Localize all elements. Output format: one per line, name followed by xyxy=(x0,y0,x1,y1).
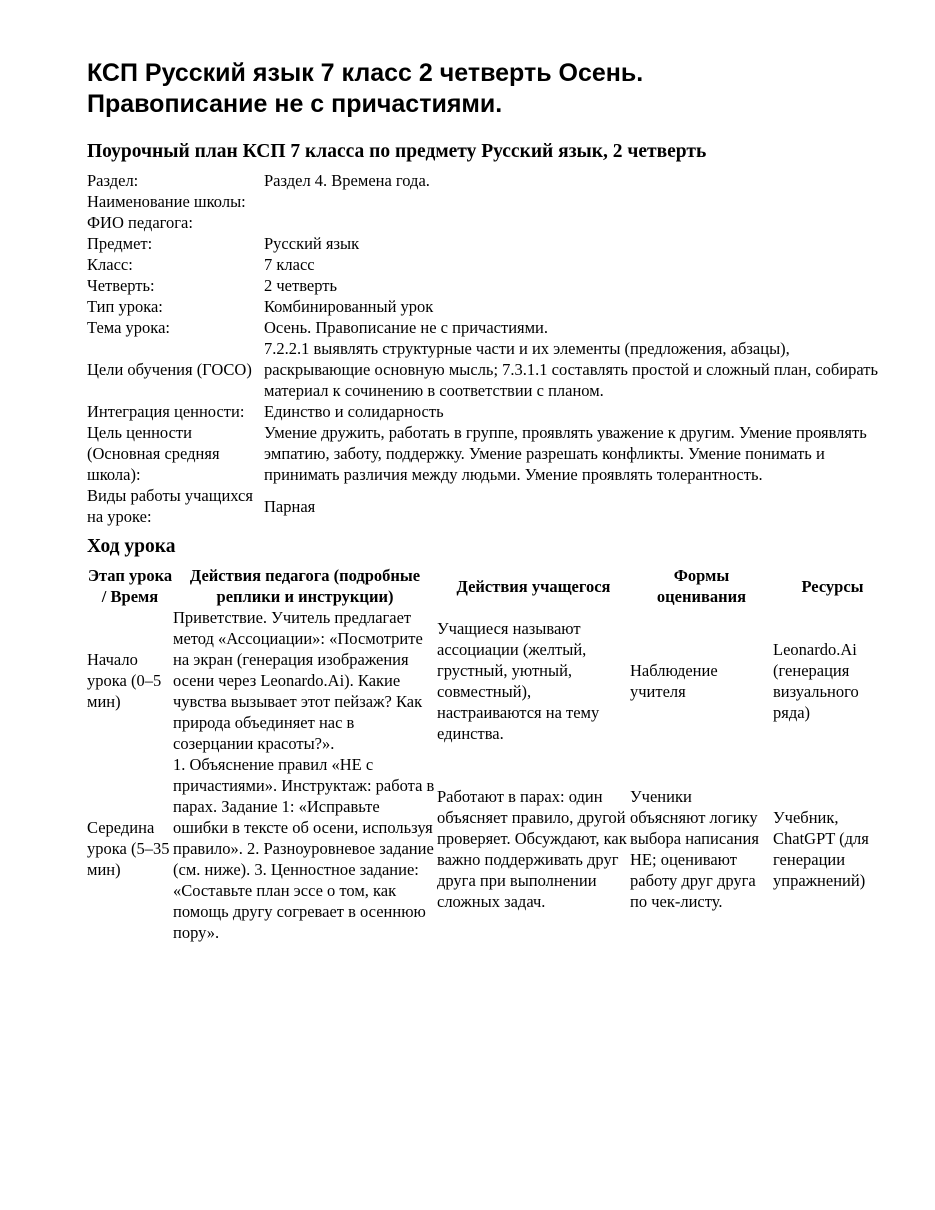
info-row xyxy=(87,317,892,338)
info-value: Единство и солидарность xyxy=(264,402,444,421)
info-row xyxy=(87,233,892,254)
info-label: Наименование школы: xyxy=(87,192,246,211)
info-label: Интеграция ценности: xyxy=(87,402,245,421)
stage-cell: Середина урока (5–35 мин) xyxy=(87,818,170,879)
lesson-flow-heading: Ход урока xyxy=(87,536,176,557)
info-label: ФИО педагога: xyxy=(87,213,193,232)
column-header-stage: Этап урока / Время xyxy=(87,566,173,606)
student-actions-cell: Учащиеся называют ассоциации (желтый, грустный, уютный, совместный), настраиваются на тему единства. xyxy=(437,618,600,743)
info-value: 7.2.2.1 выявлять структурные части и их элементы (предложения, абзацы), раскрывающие основную мысль; 7.3.1.1 составлять простой и сложный план, собирать материал к сочинению в соответствии с планом. xyxy=(264,339,878,400)
assessment-cell: Наблюдение учителя xyxy=(630,660,718,701)
info-row xyxy=(87,275,892,296)
assessment-cell: Ученики объясняют логику выбора написания НЕ; оценивают работу друг друга по чек-листу. xyxy=(630,786,759,911)
info-value: Парная xyxy=(264,496,316,516)
info-row xyxy=(87,254,892,275)
stage-cell: Начало урока (0–5 мин) xyxy=(87,650,162,711)
info-label: Виды работы учащихся на уроке: xyxy=(87,486,253,526)
info-value: Комбинированный урок xyxy=(264,297,434,316)
document-title-line-2: Правописание не с причастиями. xyxy=(87,90,503,118)
info-label: Цели обучения (ГОСО) xyxy=(87,360,252,379)
column-header-student: Действия учащегося xyxy=(456,576,611,596)
info-label: Тема урока: xyxy=(87,318,170,337)
info-label: Тип урока: xyxy=(87,297,163,316)
document-title-line-1: КСП Русский язык 7 класс 2 четверть Осень. xyxy=(87,59,644,87)
column-header-assessment: Формы оценивания xyxy=(656,566,747,606)
info-label: Раздел: xyxy=(87,171,139,190)
table-row xyxy=(87,754,892,943)
info-row xyxy=(87,422,892,485)
resources-cell: Учебник, ChatGPT (для генерации упражнений) xyxy=(773,807,869,890)
teacher-actions-cell: 1. Объяснение правил «НЕ с причастиями». Инструктаж: работа в парах. Задание 1: «Исправьте ошибки в тексте об осени, используя правило». 2. Разноуровневое задание (см. ниже). 3. Ценностное задание: «Составьте план эссе о том, как помощь другу согревает в осеннюю пору». xyxy=(173,755,435,942)
info-row xyxy=(87,401,892,422)
info-label: Класс: xyxy=(87,255,133,274)
info-row xyxy=(87,212,892,233)
info-value: Раздел 4. Времена года. xyxy=(264,171,430,190)
info-label: Цель ценности (Основная средняя школа): xyxy=(87,423,220,484)
info-value: Русский язык xyxy=(264,234,360,253)
info-value xyxy=(264,212,892,233)
document-title xyxy=(87,58,892,120)
lesson-info-table xyxy=(87,170,892,527)
lesson-flow-header-row xyxy=(87,565,892,607)
teacher-actions-cell: Приветствие. Учитель предлагает метод «Ассоциации»: «Посмотрите на экран (генерация изображения осени через Leonardo.Ai). Какие чувства вызывает этот пейзаж? Как природа объединяет нас в созерцании красоты?». xyxy=(173,608,423,753)
info-value xyxy=(264,191,892,212)
lesson-flow-table xyxy=(87,565,892,943)
info-row xyxy=(87,170,892,191)
info-value: 2 четверть xyxy=(264,276,337,295)
info-value: Осень. Правописание не с причастиями. xyxy=(264,318,549,337)
document-page xyxy=(87,58,892,943)
info-label: Предмет: xyxy=(87,234,153,253)
resources-cell: Leonardo.Ai (генерация визуального ряда) xyxy=(773,639,859,722)
info-row xyxy=(87,338,892,401)
info-row xyxy=(87,296,892,317)
column-header-teacher: Действия педагога (подробные реплики и инструкции) xyxy=(189,566,421,606)
column-header-resources: Ресурсы xyxy=(801,576,864,596)
info-value: Умение дружить, работать в группе, проявлять уважение к другим. Умение проявлять эмпатию, заботу, поддержку. Умение разрешать конфликты. Умение понимать и принимать различия между людьми. Умение проявлять толерантность. xyxy=(264,423,867,484)
plan-heading: Поурочный план КСП 7 класса по предмету Русский язык, 2 четверть xyxy=(87,141,707,162)
info-row xyxy=(87,485,892,527)
table-row xyxy=(87,607,892,754)
info-value: 7 класс xyxy=(264,255,315,274)
student-actions-cell: Работают в парах: один объясняет правило, другой проверяет. Обсуждают, как важно поддерживать друг друга при выполнении сложных задач. xyxy=(437,786,627,911)
info-row xyxy=(87,191,892,212)
info-label: Четверть: xyxy=(87,276,155,295)
